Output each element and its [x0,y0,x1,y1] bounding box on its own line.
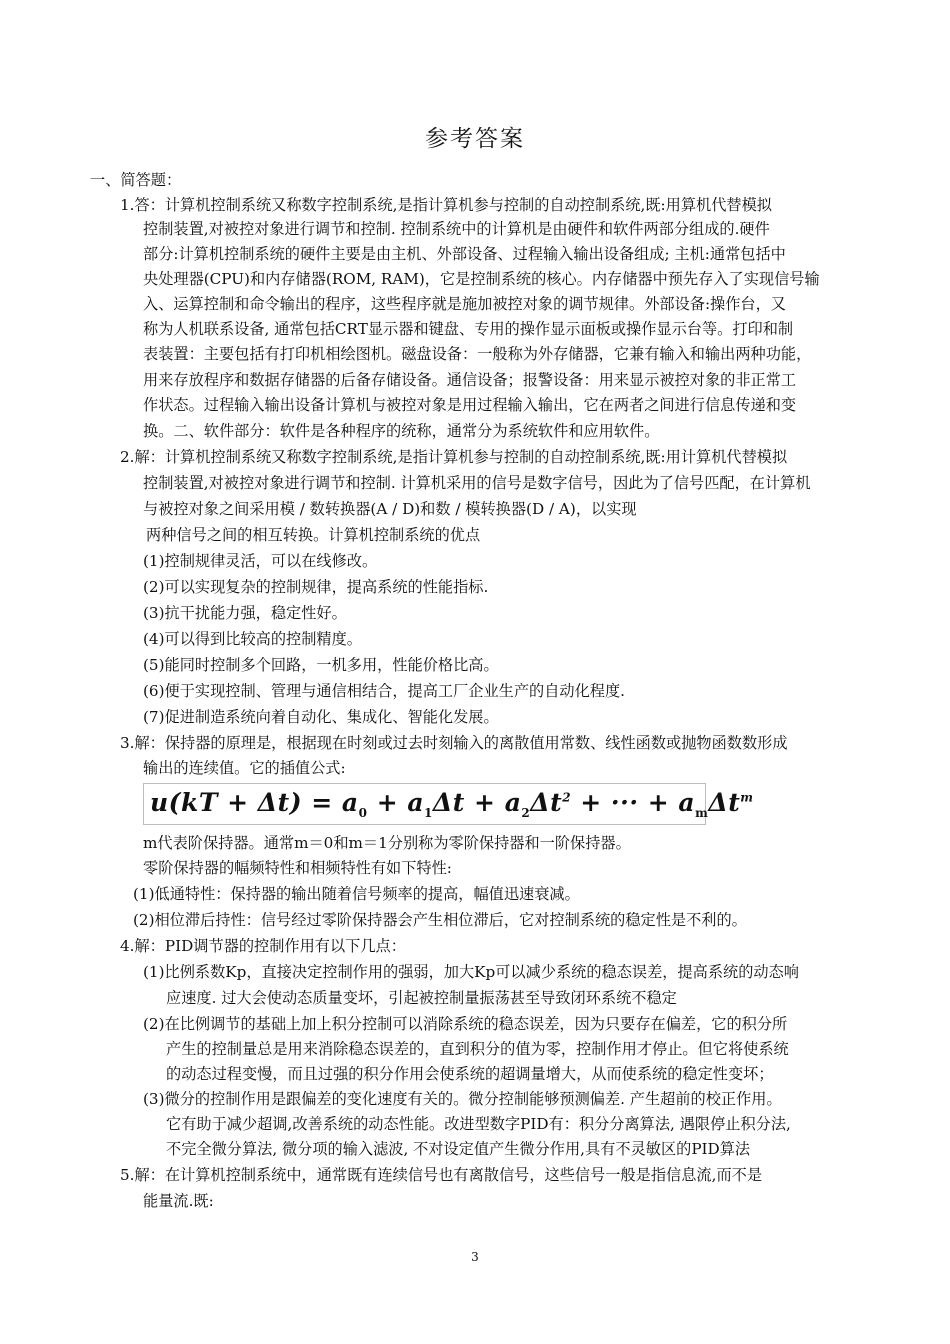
formula-text: $u(kT + \Delta t) = a_0 + a_1\Delta t + a_2\Delta t^2$ + ··· + $a_m\Delta t^m$ [150,788,754,820]
page-title: 参考答案 [425,126,525,152]
q3-line: (2)相位滞后持性：信号经过零阶保持器会产生相位滞后，它对控制系统的稳定性是不利的。 [133,911,747,929]
q1-line: 称为人机联系设备, 通常包括CRT显示器和键盘、专用的操作显示面板或操作显示台等。打印和制 [143,320,794,338]
q1-line: 部分:计算机控制系统的硬件主要是由主机、外部设备、过程输入输出设备组成; 主机:通常包括中 [143,245,786,263]
q3-line: (1)低通特性：保持器的输出随着信号频率的提高，幅值迅速衰减。 [133,885,580,903]
q4-line: 它有助于减少超调,改善系统的动态性能。改进型数字PID有：积分分离算法, 遇限停止积分法, [166,1115,791,1133]
q3-line: m代表阶保持器。通常m＝0和m＝1分别称为零阶保持器和一阶保持器。 [143,834,631,852]
q5-line: 5.解：在计算机控制系统中，通常既有连续信号也有离散信号，这些信号一般是指信息流,而不是 [120,1166,763,1184]
q3-line: 输出的连续值。它的插值公式: [143,759,346,777]
q4-line: 应速度. 过大会使动态质量变坏，引起被控制量振荡甚至导致闭环系统不稳定 [166,989,677,1007]
q5-line: 能量流.既: [143,1192,214,1210]
q1-line: 入、运算控制和命令输出的程序，这些程序就是施加被控对象的调节规律。外部设备:操作台，又 [143,295,786,313]
advantage-item: (7)促进制造系统向着自动化、集成化、智能化发展。 [143,708,499,726]
q2-line: 与被控对象之间采用模 / 数转换器(A / D)和数 / 模转换器(D / A)，以实现 [143,500,637,518]
q4-line: 4.解：PID调节器的控制作用有以下几点： [120,937,406,955]
q3-line: 零阶保持器的幅频特性和相频特性有如下特性: [143,859,452,877]
advantage-item: (2)可以实现复杂的控制规律，提高系统的性能指标. [143,578,489,596]
q4-line: (2)在比例调节的基础上加上积分控制可以消除系统的稳态误差，因为只要存在偏差，它的积分所 [143,1015,788,1033]
q2-line: 控制装置,对被控对象进行调节和控制. 计算机采用的信号是数字信号，因此为了信号匹配，在计算机 [143,474,811,492]
q2-line: 两种信号之间的相互转换。计算机控制系统的优点 [146,526,481,544]
q1-line: 表装置：主要包括有打印机相绘图机。磁盘设备：一般称为外存储器，它兼有输入和输出两种功能， [143,345,812,363]
q4-line: 的动态过程变慢，而且过强的积分作用会使系统的超调量增大，从而使系统的稳定性变坏； [166,1065,774,1083]
q4-line: (3)微分的控制作用是跟偏差的变化速度有关的。微分控制能够预测偏差. 产生超前的校正作用。 [143,1090,782,1108]
advantage-item: (6)便于实现控制、管理与通信相结合，提高工厂企业生产的自动化程度. [143,682,625,700]
advantage-item: (5)能同时控制多个回路，一机多用，性能价格比高。 [143,656,499,674]
q1-line: 央处理器(CPU)和内存储器(ROM, RAM)，它是控制系统的核心。内存储器中预先存入了实现信号输 [143,270,820,288]
q2-line: 2.解：计算机控制系统又称数字控制系统,是指计算机参与控制的自动控制系统,既:用计算机代替模拟 [120,448,788,466]
advantage-item: (4)可以得到比较高的控制精度。 [143,630,362,648]
q1-line: 1.答：计算机控制系统又称数字控制系统,是指计算机参与控制的自动控制系统,既:用算机代替模拟 [120,196,772,214]
advantage-item: (3)抗干扰能力强，稳定性好。 [143,604,347,622]
advantage-item: (1)控制规律灵活，可以在线修改。 [143,552,378,570]
q1-line: 换。二、软件部分：软件是各种程序的统称，通常分为系统软件和应用软件。 [143,422,660,440]
q1-line: 控制装置,对被控对象进行调节和控制. 控制系统中的计算机是由硬件和软件两部分组成的.硬件 [143,220,770,238]
interpolation-formula [143,783,754,825]
q4-line: 不完全微分算法, 微分项的输入滤波, 不对设定值产生微分作用,具有不灵敏区的PID算法 [166,1140,751,1158]
q4-line: (1)比例系数Kp，直接决定控制作用的强弱，加大Kp可以减少系统的稳态误差，提高系统的动态响 [143,963,799,981]
q4-line: 产生的控制量总是用来消除稳态误差的，直到积分的值为零，控制作用才停止。但它将使系统 [166,1040,789,1058]
q3-line: 3.解：保持器的原理是，根据现在时刻或过去时刻输入的离散值用常数、线性函数或抛物函数数形成 [120,734,788,752]
q1-line: 作状态。过程输入输出设备计算机与被控对象是用过程输入输出，它在两者之间进行信息传递和变 [143,396,797,414]
section-heading: 一、简答题： [90,171,182,189]
q1-line: 用来存放程序和数据存储器的后备存储设备。通信设备；报警设备：用来显示被控对象的非正常工 [143,371,797,389]
page-number: 3 [471,1250,479,1264]
